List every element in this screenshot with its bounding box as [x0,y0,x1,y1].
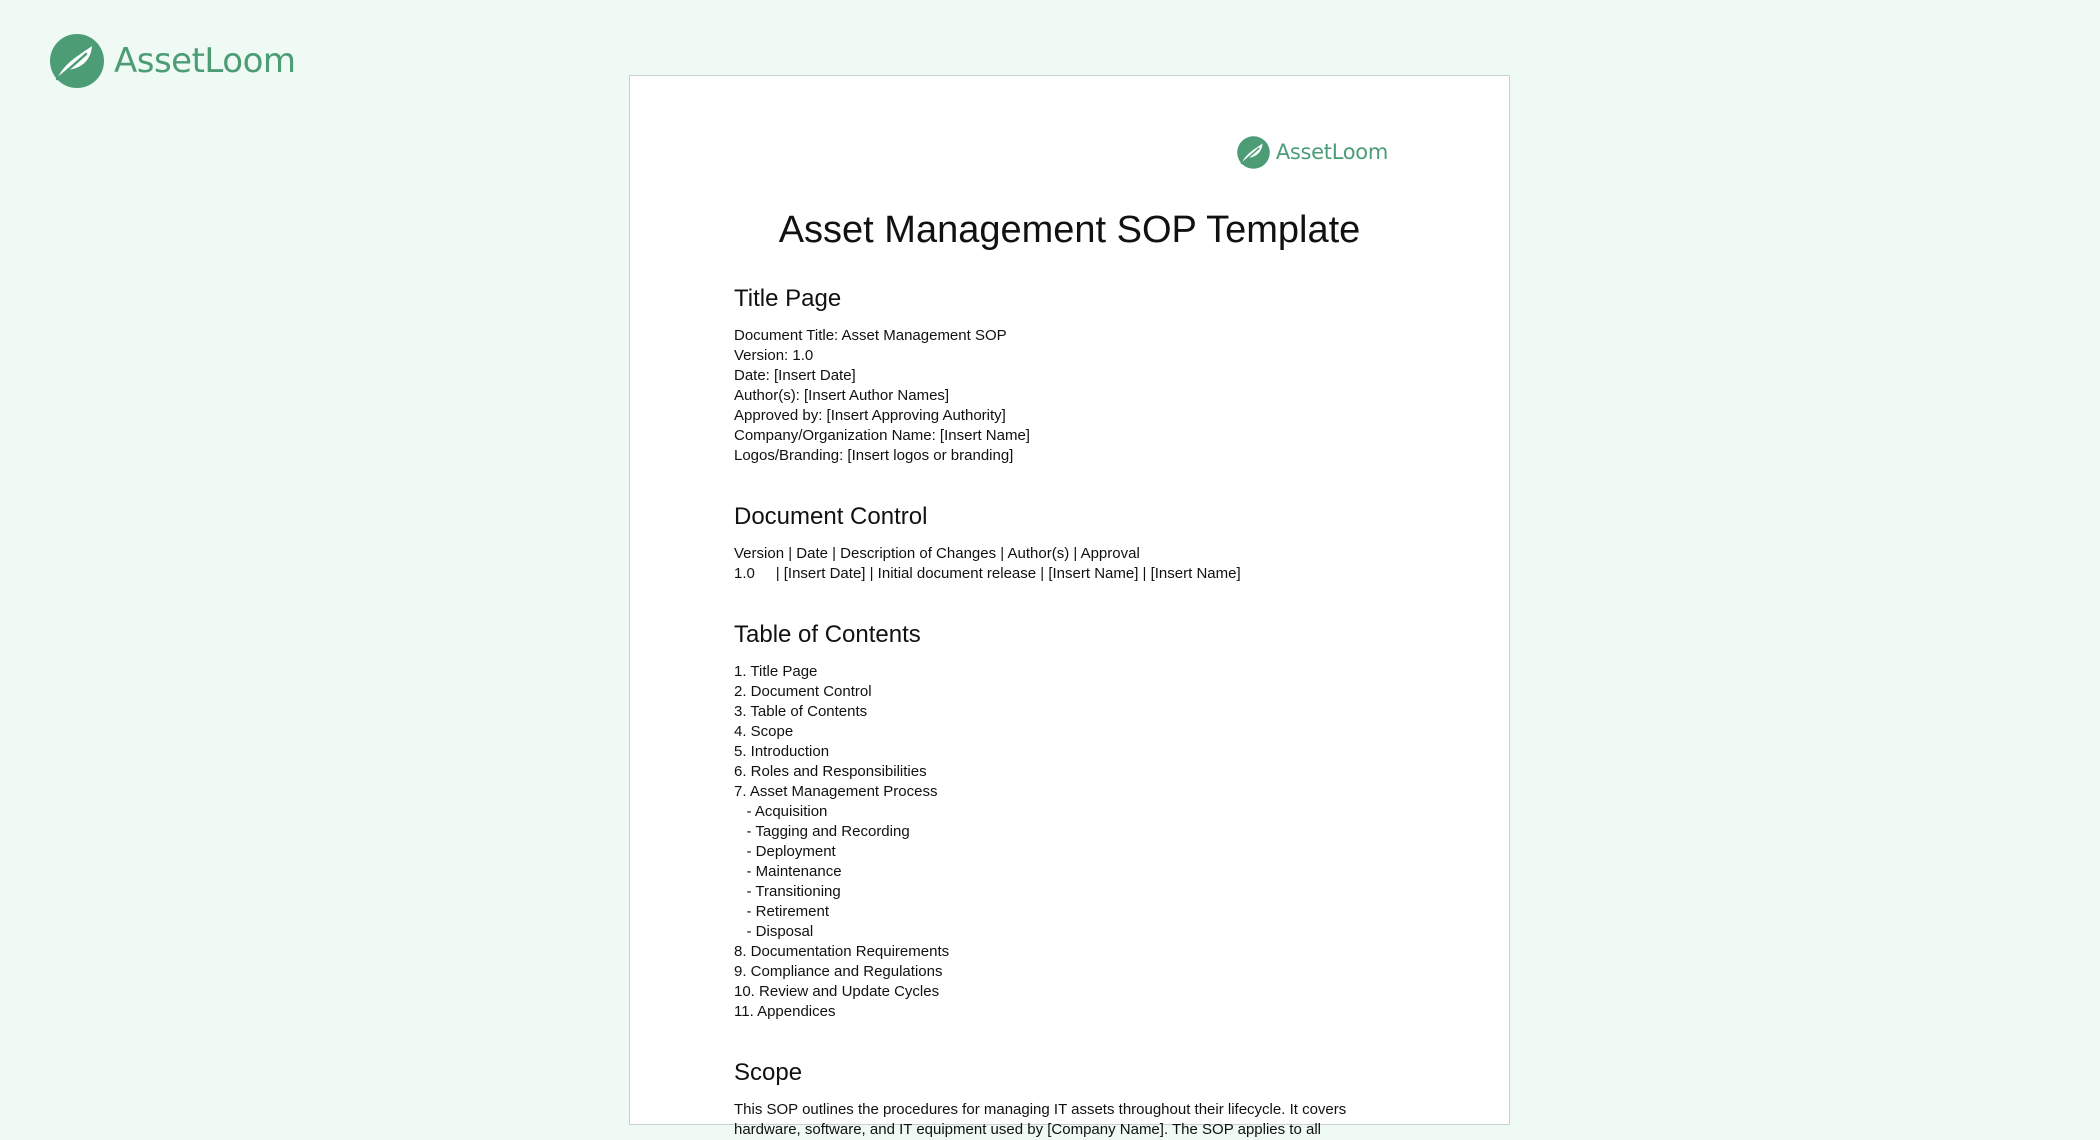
title-page-section [734,284,1414,466]
toc-item: 9. Compliance and Regulations [734,963,943,980]
brand-logo[interactable] [48,32,296,90]
section-lines [734,326,1414,466]
section-lines [734,544,1414,584]
section-heading: Scope [734,1059,803,1086]
text-line: Document Title: Asset Management SOP [734,327,1007,344]
document-control-section [734,502,1414,584]
text-line: Version: 1.0 [734,347,814,364]
toc-item: 11. Appendices [734,1003,836,1020]
text-line: Date: [Insert Date] [734,367,856,384]
toc-item: 2. Document Control [734,683,872,700]
toc-item: 8. Documentation Requirements [734,943,950,960]
section-heading: Document Control [734,503,928,530]
document-title: Asset Management SOP Template [778,209,1361,251]
text-line: Company/Organization Name: [Insert Name] [734,427,1030,444]
leaf-icon [48,32,106,90]
toc-item: 6. Roles and Responsibilities [734,763,927,780]
document-page [629,75,1510,1138]
text-line: Logos/Branding: [Insert logos or branding] [734,447,1014,464]
toc-item: 4. Scope [734,723,794,740]
toc-item: 10. Review and Update Cycles [734,983,940,1000]
leaf-icon [1236,135,1271,170]
toc-subitem: - Retirement [734,903,830,920]
scope-paragraph: This SOP outlines the procedures for managing IT assets throughout their lifecycle. It covers hardware, software, and IT equipment used by [Company Name]. The SOP applies to all [734,1101,1347,1138]
toc-item: 1. Title Page [734,663,818,680]
toc-subitem: - Acquisition [734,803,828,820]
toc-item: 7. Asset Management Process [734,783,938,800]
scope-section [734,1058,1414,1140]
toc-subitem: - Tagging and Recording [734,823,910,840]
text-line: Version | Date | Description of Changes | Author(s) | Approval [734,545,1140,562]
toc-subitem: - Disposal [734,923,814,940]
toc-list [734,662,1414,1022]
text-line: Author(s): [Insert Author Names] [734,387,950,404]
toc-item: 3. Table of Contents [734,703,868,720]
toc-subitem: - Transitioning [734,883,841,900]
toc-item: 5. Introduction [734,743,830,760]
text-line: Approved by: [Insert Approving Authority] [734,407,1006,424]
document-logo [1236,135,1388,170]
table-of-contents-section [734,620,1414,1022]
brand-name: AssetLoom [114,41,296,81]
toc-subitem: - Deployment [734,843,836,860]
document-logo-name: AssetLoom [1275,140,1388,164]
toc-subitem: - Maintenance [734,863,842,880]
text-line: 1.0 | [Insert Date] | Initial document release | [Insert Name] | [Insert Name] [734,565,1241,582]
document-body [734,284,1414,1140]
section-heading: Table of Contents [734,621,921,648]
section-heading: Title Page [734,285,842,312]
